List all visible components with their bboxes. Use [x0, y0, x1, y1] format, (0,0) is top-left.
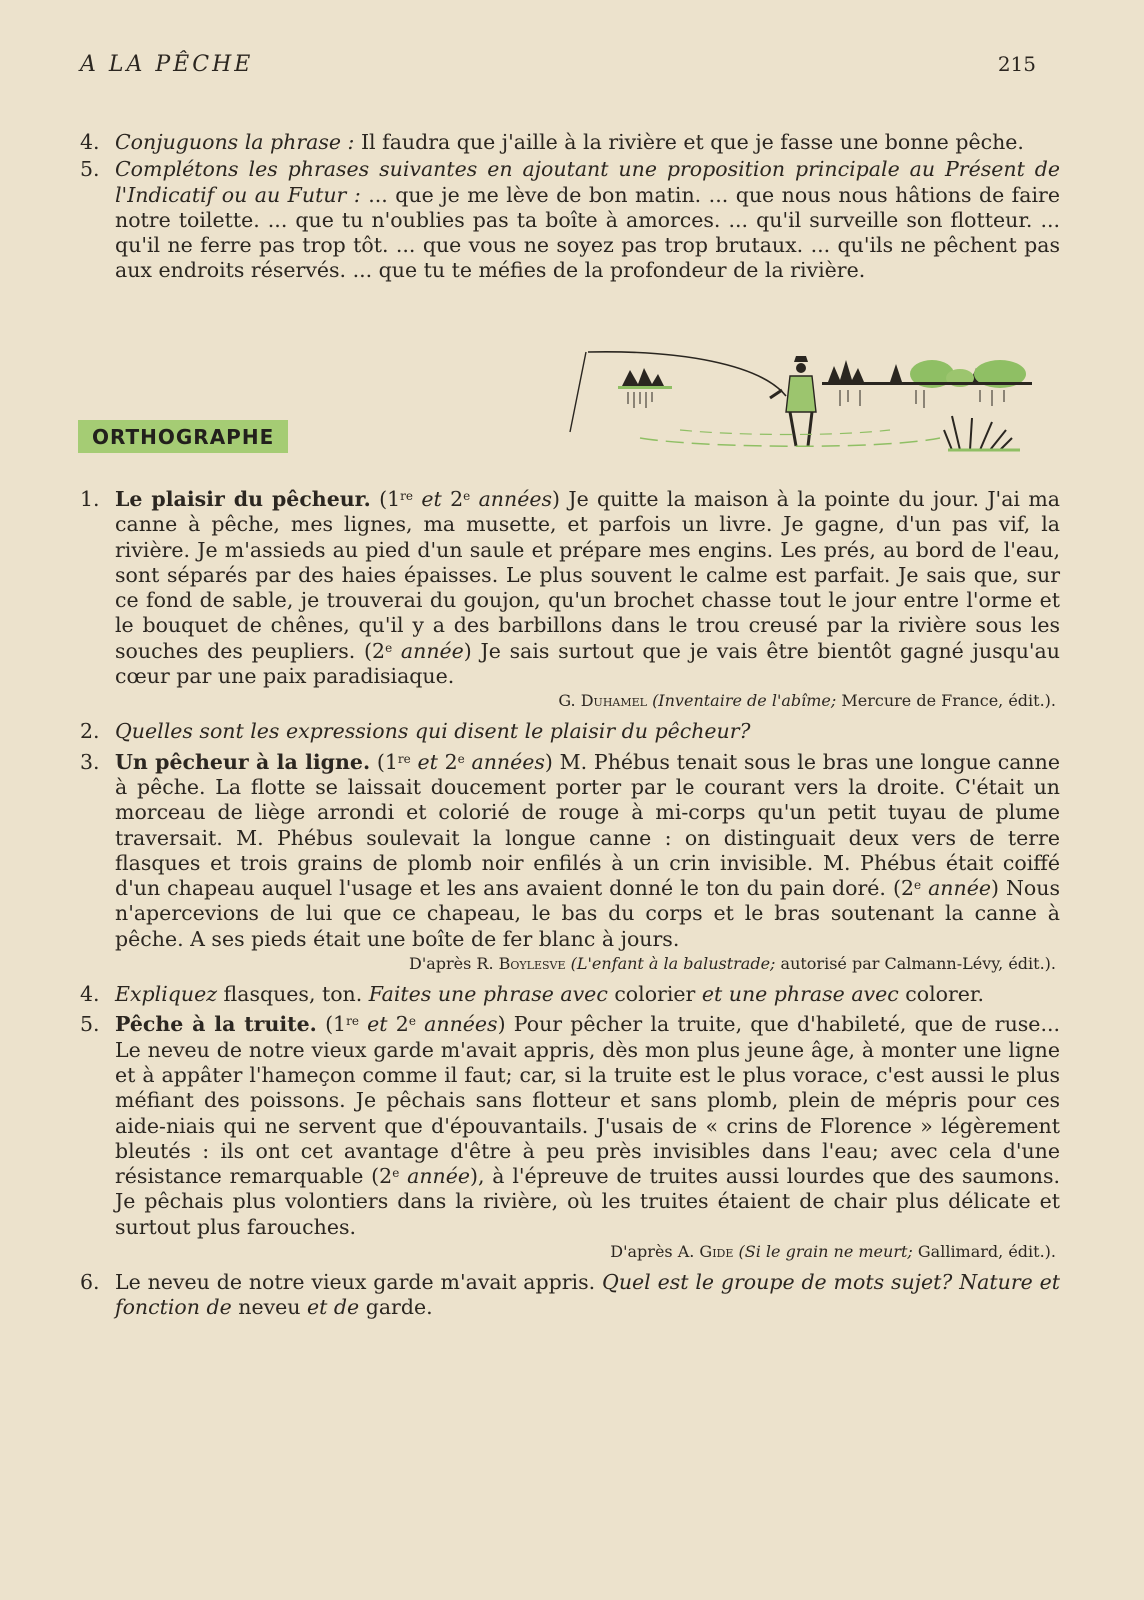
- exercise-number: 2.: [80, 719, 100, 744]
- exercise-4-vocabulary: 4. Expliquez flasques, ton. Faites une phrase avec colorier et une phrase avec colorer.: [80, 982, 984, 1007]
- dictation-text-continued: Je sais surtout que je vais être bientôt gagné jusqu'au cœur par une paix paradisiaque.: [115, 638, 1060, 689]
- question-text: Quelles sont les expressions qui disent le plaisir du pêcheur?: [115, 719, 751, 744]
- exercise-text: Il faudra que j'aille à la rivière et que je fasse une bonne pêche.: [354, 130, 1024, 154]
- exercise-number: 4.: [80, 982, 100, 1007]
- years-note: (1re et 2e années): [376, 749, 553, 774]
- exercise-number: 3.: [80, 749, 100, 774]
- dictation-text-continued: , à l'épreuve de truites aussi lourdes que des saumons. Je pêchais plus volontiers dans la rivière, où les truites étaient de chair plus délicate et surtout plus farouches.: [115, 1164, 1060, 1239]
- years-note: (1re et 2e années): [379, 487, 560, 511]
- exercise-number: 6.: [80, 1270, 100, 1295]
- exercise-number: 4.: [80, 130, 100, 154]
- exercise-text: ... que je me lève de bon matin. ... que nous nous hâtions de faire notre toilette. ... que tu n'oublies pas ta boîte à amorces. ... qu'il surveille son flotteur. ... qu'il ne ferre pas trop tôt. ... que vous ne soyez pas trop brutaux. ... qu'ils ne pêchent pas aux endroits réservés. ... que tu te méfies de la profondeur de la rivière.: [115, 182, 1060, 283]
- year-2-note: (2e année): [355, 638, 472, 663]
- years-note: (1re et 2e années): [325, 1012, 506, 1037]
- source-citation: D'après A. Gide (Si le grain ne meurt; Gallimard, édit.).: [610, 1242, 1056, 1262]
- top-exercises: [80, 130, 1060, 284]
- exercise-number: 5.: [80, 1012, 100, 1037]
- orthographe-exercises: [80, 487, 1060, 1321]
- dictation-title: Le plaisir du pêcheur.: [115, 487, 371, 511]
- exercise-2-question: [80, 719, 1060, 744]
- page-number: 215: [997, 52, 1036, 76]
- year-2-note: (2e année): [885, 876, 999, 901]
- running-header: [80, 52, 1036, 84]
- exercise-instruction: Complétons les phrases suivantes en ajoutant une proposition principale au Présent de l'Indicatif ou au Futur :: [115, 157, 1060, 207]
- exercise-6-grammar: 6. Le neveu de notre vieux garde m'avait appris. Quel est le groupe de mots sujet? Nature et fonction de neveu et de garde.: [80, 1270, 1060, 1320]
- source-citation: D'après R. Boylesve (L'enfant à la balustrade; autorisé par Calmann-Lévy, édit.).: [408, 954, 1056, 974]
- exercise-instruction: Conjuguons la phrase :: [115, 130, 355, 154]
- exercise-3-dictation: [80, 750, 1060, 975]
- exercise-5-dictation: [80, 1012, 1060, 1263]
- dictation-text: M. Phébus tenait sous le bras une longue canne à pêche. La flotte se laissait doucement porter par le courant vers la droite. C'était un morceau de liège arrondi et colorié de rouge à mi-corps qu'un petit tuyau de plume traversait. M. Phébus soulevait la longue canne : on distinguait deux vers de terre flasques et trois grains de plomb noir enfilés à un crin invisible. M. Phébus était coiffé d'un chapeau auquel l'usage et les ans avaient donné le ton du pain doré.: [115, 749, 1060, 901]
- dictation-text: Pour pêcher la truite, que d'habileté, que de ruse... Le neveu de notre vieux garde m'avait appris, dès mon plus jeune âge, à monter une ligne et à appâter l'hameçon comme il faut; car, si la truite est le plus vorace, c'est aussi le plus méfiant des poissons. Je pêchais sans flotteur et sans plomb, plein de mépris pour ces aide-niais qui ne servent que d'épouvantails. J'usais de « crins de Florence » légèrement bleutés : ils ont cet avantage d'être à peu près invisibles dans l'eau; avec cela d'une résistance remarquable: [115, 1012, 1060, 1189]
- dictation-text-continued: Nous n'apercevions de lui que ce chapeau, le bas du corps et le bras soutenant la canne à pêche. A ses pieds était une boîte de fer blanc à jours.: [115, 876, 1060, 951]
- exercise-number: 1.: [80, 487, 100, 511]
- section-heading-orthographe: ORTHOGRAPHE: [78, 420, 288, 453]
- dictation-text: Je quitte la maison à la pointe du jour. J'ai ma canne à pêche, mes lignes, ma musette, et parfois un livre. Je gagne, d'un pas vif, la rivière. Je m'assieds au pied d'un saule et prépare mes engins. Les prés, au bord de l'eau, sont séparés par des haies épaisses. Le plus souvent le calme est parfait. Je sais que, sur ce fond de sable, je trouverai du goujon, qu'un brochet chasse tout le jour entre l'orme et le bouquet de chênes, qu'il y a des barbillons dans le trou creusé par la rivière sous les souches des peupliers.: [115, 487, 1060, 663]
- source-citation: G. Duhamel (Inventaire de l'abîme; Mercure de France, édit.).: [558, 691, 1056, 711]
- exercise-1-dictation: [80, 487, 1060, 712]
- running-title: A LA PÊCHE: [80, 52, 254, 77]
- exercise-4-conjugation: [80, 130, 1060, 155]
- dictation-title: Un pêcheur à la ligne.: [115, 749, 371, 774]
- year-2-note: (2e année): [363, 1164, 478, 1189]
- exercise-5-completion: [80, 157, 1060, 283]
- fishing-illustration: [560, 346, 1045, 458]
- dictation-title: Pêche à la truite.: [115, 1012, 317, 1037]
- exercise-number: 5.: [80, 157, 100, 182]
